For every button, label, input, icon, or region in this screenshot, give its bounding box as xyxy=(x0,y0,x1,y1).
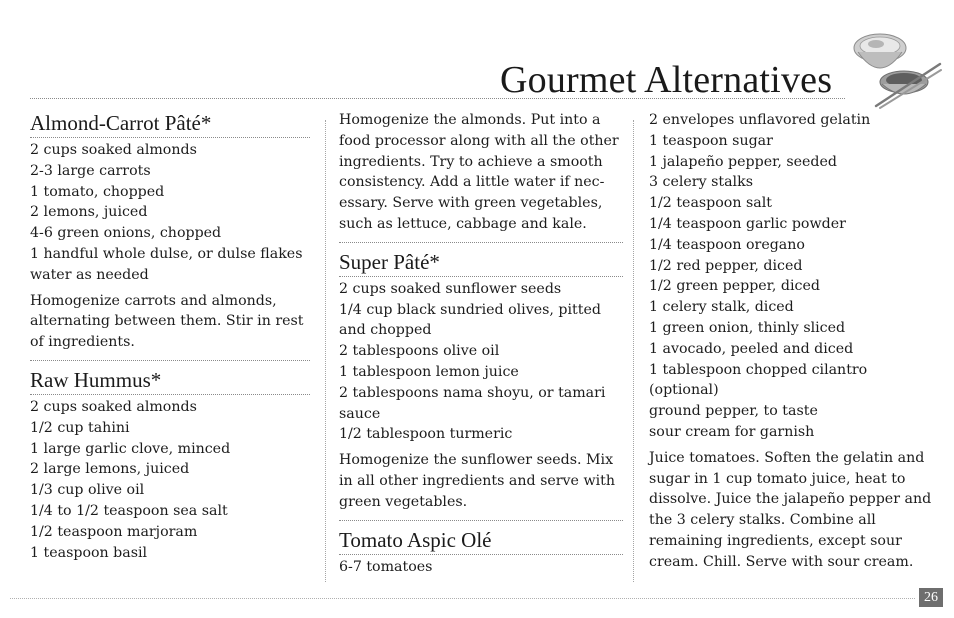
ingredient: 1 handful whole dulse, or dulse flakes xyxy=(30,245,303,262)
ingredient: 2 tablespoons olive oil xyxy=(339,343,500,360)
recipe-divider xyxy=(30,360,310,361)
ingredient: 1/2 cup tahini xyxy=(30,419,130,436)
column-1 xyxy=(30,110,310,563)
column-divider xyxy=(325,120,326,582)
ingredient: 2 large lemons, juiced xyxy=(30,461,190,478)
ingredient: 1 tomato, chopped xyxy=(30,183,165,200)
ingredient: 1 large garlic clove, minced xyxy=(30,440,231,457)
recipe-divider xyxy=(339,242,623,243)
ingredient: 2 tablespoons nama shoyu, or tamari sauce xyxy=(339,384,606,422)
title-divider xyxy=(30,98,845,99)
ingredient: 1/2 teaspoon salt xyxy=(649,195,772,212)
recipe-title: Tomato Aspic Olé xyxy=(339,527,623,555)
column-2 xyxy=(339,110,623,577)
ingredient: 1 jalapeño pepper, seeded xyxy=(649,153,837,170)
recipe-directions: Juice tomatoes. Soften the gelatin and sugar in 1 cup tomato juice, heat to dissolve. Juice the jalapeño pepper and the 3 celery stalks. Combine all remaining ingredients, except sour cream. Chill. Serve with sour cream. xyxy=(649,449,932,570)
recipe-title: Almond-Carrot Pâté* xyxy=(30,110,310,138)
ingredient: 1/2 teaspoon marjoram xyxy=(30,523,198,540)
ingredient: 2 lemons, juiced xyxy=(30,204,148,221)
ingredient-list xyxy=(339,279,623,445)
ingredient: 4-6 green onions, chopped xyxy=(30,225,222,242)
ingredient: 1/4 cup black sundried olives, pitted and chopped xyxy=(339,301,601,339)
bowl-and-chopsticks-illustration xyxy=(846,26,942,110)
ingredient: 1/4 teaspoon garlic powder xyxy=(649,215,846,232)
page-title: Gourmet Alternatives xyxy=(500,59,833,101)
ingredient: sour cream for garnish xyxy=(649,423,815,440)
ingredient: 1/4 to 1/2 teaspoon sea salt xyxy=(30,502,228,519)
footer-divider xyxy=(10,598,915,599)
ingredient: 1/2 green pepper, diced xyxy=(649,278,820,295)
ingredient: 1/3 cup olive oil xyxy=(30,482,145,499)
recipe-divider xyxy=(339,520,623,521)
column-3 xyxy=(649,110,934,573)
recipe-directions: Homogenize carrots and almonds, alternating between them. Stir in rest of ingredients. xyxy=(30,292,304,351)
ingredient: 2 cups soaked almonds xyxy=(30,142,197,158)
ingredient: 1 teaspoon basil xyxy=(30,544,148,561)
ingredient-list xyxy=(339,557,623,578)
ingredient: 1/4 teaspoon oregano xyxy=(649,236,805,253)
recipe-title: Raw Hummus* xyxy=(30,367,310,395)
ingredient: 1 avocado, peeled and diced xyxy=(649,340,854,357)
recipe-title: Super Pâté* xyxy=(339,249,623,277)
ingredient: 1/2 red pepper, diced xyxy=(649,257,803,274)
ingredient: 1/2 tablespoon turmeric xyxy=(339,426,513,443)
ingredient: 2 cups soaked sunflower seeds xyxy=(339,280,562,297)
ingredient: 1 green onion, thinly sliced xyxy=(649,319,846,336)
ingredient: 3 celery stalks xyxy=(649,174,753,191)
ingredient: 2 envelopes unflavored gelatin xyxy=(649,112,871,128)
recipe-directions: Homogenize the almonds. Put into a food processor along with all the other ingredients. Try to achieve a smooth consistency. Add a little water if nec-essary. Serve with green vegetables, such as lettuce, cabbage and kale. xyxy=(339,112,619,232)
ingredient-list xyxy=(30,397,310,563)
ingredient-list xyxy=(30,140,310,286)
ingredient: 2 cups soaked almonds xyxy=(30,398,197,415)
ingredient: 6-7 tomatoes xyxy=(339,558,433,575)
page-number: 26 xyxy=(919,588,943,607)
ingredient: ground pepper, to taste xyxy=(649,403,818,420)
ingredient: 1 teaspoon sugar xyxy=(649,132,773,149)
recipe-directions: Homogenize the sunflower seeds. Mix in all other ingredients and serve with green vegetables. xyxy=(339,452,615,510)
ingredient: 2-3 large carrots xyxy=(30,162,151,179)
ingredient: 1 tablespoon chopped cilantro (optional) xyxy=(649,361,868,399)
ingredient-list xyxy=(649,110,934,443)
ingredient: 1 tablespoon lemon juice xyxy=(339,363,519,380)
ingredient: 1 celery stalk, diced xyxy=(649,299,794,316)
column-divider xyxy=(633,120,634,582)
ingredient: water as needed xyxy=(30,266,149,283)
